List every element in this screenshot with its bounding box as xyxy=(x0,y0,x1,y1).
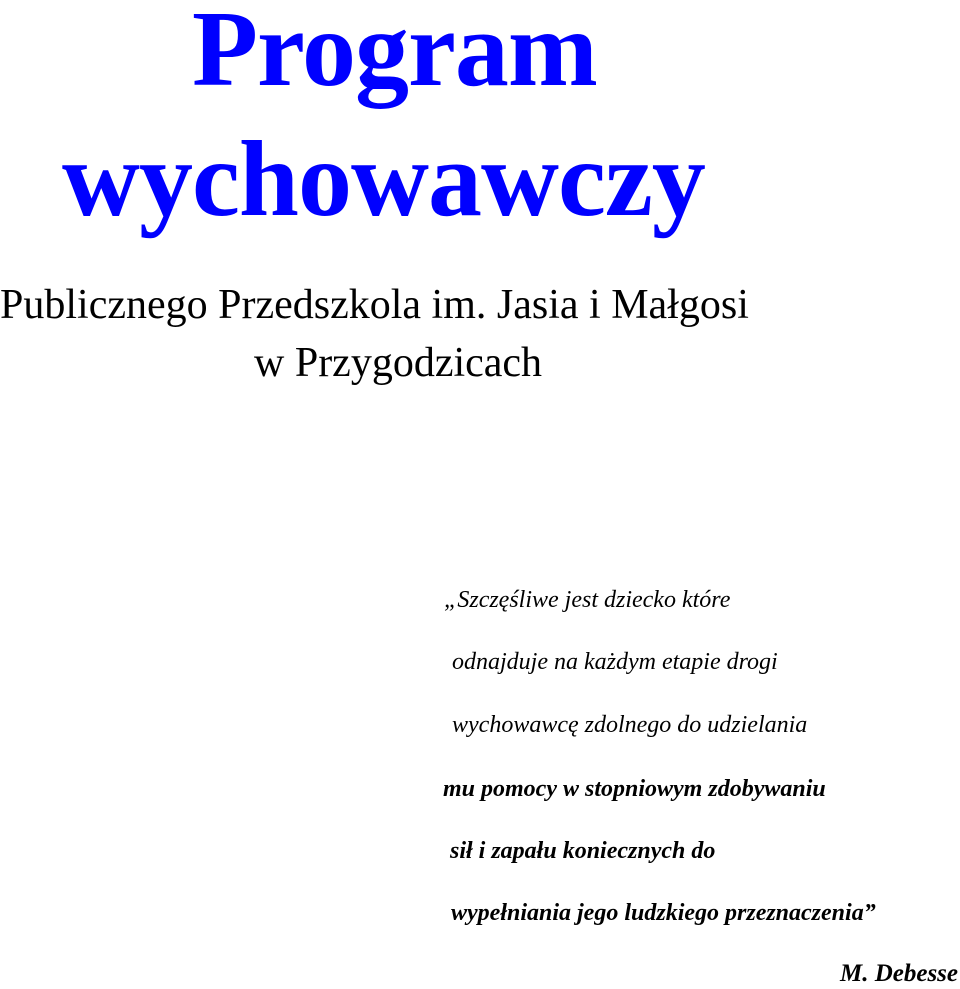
quote-line: wypełniania jego ludzkiego przeznaczenia” xyxy=(451,900,876,926)
quote-line: „Szczęśliwe jest dziecko które xyxy=(444,587,731,613)
quote-author: M. Debesse xyxy=(839,960,958,987)
institution-name-line-2: w Przygodzicach xyxy=(254,340,543,386)
quote-line: sił i zapału koniecznych do xyxy=(450,838,716,864)
quote-line: odnajduje na każdym etapie drogi xyxy=(452,649,778,675)
institution-name-line-1: Publicznego Przedszkola im. Jasia i Małgosi xyxy=(0,282,749,328)
page-title-line-2: wychowawczy xyxy=(62,120,705,239)
quote-line: mu pomocy w stopniowym zdobywaniu xyxy=(443,776,826,802)
page-title-line-1: Program xyxy=(192,0,597,109)
quote-line: wychowawcę zdolnego do udzielania xyxy=(452,712,808,738)
